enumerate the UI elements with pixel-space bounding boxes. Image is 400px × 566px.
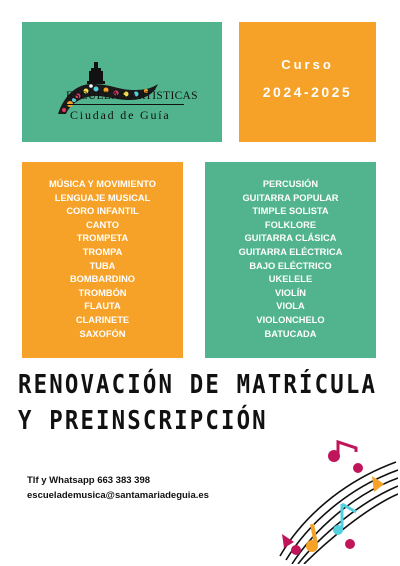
list-item: PERCUSIÓN (262, 179, 319, 189)
instrument-list-right (205, 162, 376, 341)
list-item: VIOLÍN (275, 287, 306, 298)
course-label: Curso (281, 56, 334, 72)
logo-subtitle: Ciudad de Guía (70, 108, 171, 122)
list-item: BAJO ELÉCTRICO (249, 260, 332, 271)
instrument-list-right-panel (205, 162, 376, 358)
list-item: VIOLA (276, 301, 305, 312)
course-panel (239, 22, 376, 142)
list-item: TROMPA (82, 246, 123, 257)
list-item: TROMPETA (76, 233, 129, 244)
list-item: LENGUAJE MUSICAL (54, 192, 151, 203)
list-item: CORO INFANTIL (66, 206, 139, 217)
list-item: TUBA (89, 260, 116, 271)
logo-title: ESCUELAS ARTÍSTICAS (66, 90, 198, 102)
course-years: 2024-2025 (262, 83, 353, 100)
logo-divider (66, 104, 184, 105)
instrument-list-left (22, 162, 183, 341)
list-item: CLARINETE (75, 314, 130, 325)
main-heading-line2: Y PREINSCRIPCIÓN (18, 406, 268, 436)
list-item: GUITARRA POPULAR (242, 192, 339, 203)
list-item: GUITARRA ELÉCTRICA (238, 246, 343, 257)
list-item: CANTO (86, 219, 119, 230)
instrument-list-left-panel (22, 162, 183, 358)
list-item: MÚSICA Y MOVIMIENTO (48, 179, 157, 189)
list-item: FLAUTA (84, 301, 121, 312)
list-item: VIOLONCHELO (256, 314, 325, 325)
logo-panel (22, 22, 222, 142)
list-item: GUITARRA CLÁSICA (244, 233, 337, 244)
list-item: BOMBARDINO (69, 274, 136, 285)
main-heading-line1: RENOVACIÓN DE MATRÍCULA (18, 370, 378, 400)
contact-phone: Tlf y Whatsapp 663 383 398 (27, 475, 151, 486)
list-item: FOLKLORE (264, 219, 317, 230)
music-staff-notes-icon (272, 438, 398, 564)
list-item: UKELELE (268, 274, 313, 285)
contact-email: escuelademusica@santamariadeguia.es (27, 490, 209, 501)
list-item: SAXOFÓN (79, 328, 126, 339)
list-item: TIMPLE SOLISTA (252, 206, 329, 217)
list-item: TROMBÓN (78, 287, 127, 298)
list-item: BATUCADA (264, 328, 317, 339)
